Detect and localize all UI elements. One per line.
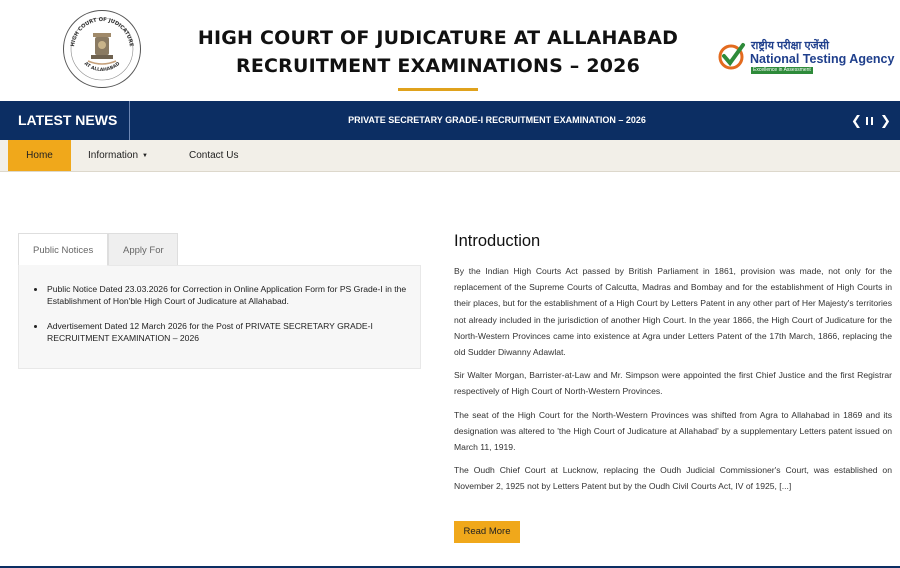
nav-home[interactable]: Home <box>8 140 71 171</box>
introduction-section <box>454 232 892 502</box>
intro-paragraph: The Oudh Chief Court at Lucknow, replacing the Oudh Judicial Commissioner's Court, was established on November 2, 1925 not by Letters Patent but by the Oudh Civil Courts Act, IV of 1925, [...] <box>454 465 892 492</box>
notice-item[interactable]: Advertisement Dated 12 March 2026 for the Post of PRIVATE SECRETARY GRADE-I RECRUITMENT EXAMINATION – 2026 <box>47 320 408 344</box>
intro-paragraph: Sir Walter Morgan, Barrister-at-Law and Mr. Simpson were appointed the first Chief Justice and the first Registrar respectively of High Court of North-Western Provinces. <box>454 370 892 397</box>
page-title: HIGH COURT OF JUDICATURE AT ALLAHABAD <box>197 27 679 49</box>
svg-text:AT ALLAHABAD: AT ALLAHABAD <box>82 61 122 74</box>
news-ticker-link[interactable]: PRIVATE SECRETARY GRADE-I RECRUITMENT EXAMINATION – 2026 <box>348 115 646 125</box>
nta-hindi-name: राष्ट्रीय परीक्षा एजेंसी <box>751 40 829 52</box>
nta-logo[interactable] <box>718 38 893 78</box>
intro-paragraph: The seat of the High Court for the North-Western Provinces was shifted from Agra to Allahabad in 1869 and its designation was altered to 'the High Court of Judicature at Allahabad' by a supplementary Letters patent issued on March 11, 1919. <box>454 409 892 453</box>
caret-down-icon: ▼ <box>142 153 148 159</box>
notice-item[interactable]: Public Notice Dated 23.03.2026 for Correction in Online Application Form for PS Grade-I in the Establishment of Hon'ble High Court of Judicature at Allahabad. <box>47 284 407 306</box>
introduction-heading: Introduction <box>454 232 541 250</box>
header-titles <box>188 24 688 91</box>
nav-information[interactable] <box>88 140 148 171</box>
nav-contact-us[interactable]: Contact Us <box>189 150 239 161</box>
page-subtitle: RECRUITMENT EXAMINATIONS – 2026 <box>235 55 641 77</box>
title-underline <box>398 88 478 91</box>
site-header <box>0 0 900 101</box>
nta-english-name: National Testing Agency <box>750 52 895 66</box>
svg-text:HIGH COURT OF JUDICATURE: HIGH COURT OF JUDICATURE <box>70 16 134 48</box>
news-pause-icon[interactable] <box>866 117 873 125</box>
main-nav <box>0 140 900 172</box>
news-prev-icon[interactable]: ❮ <box>851 113 862 128</box>
notice-list <box>19 266 420 344</box>
news-next-icon[interactable]: ❯ <box>880 113 891 128</box>
intro-paragraph: By the Indian High Courts Act passed by British Parliament in 1861, provision was made, not only for the replacement of the Supreme Courts of Calcutta, Madras and Bombay and for the establishment of High Courts in their places, but for the establishment of a High Court by Letters Patent in any other part of Her Majesty's territories not already included in the jurisdiction of another High Court. In the year 1866, the High Court of Judicature for the North-Western Provinces came into existence at Agra under Letters Patent of the 17th March, 1866, replacing the old Sudder Diwanny Adawlat. <box>454 266 892 358</box>
latest-news-bar <box>0 101 900 140</box>
tab-apply-for[interactable]: Apply For <box>108 233 178 266</box>
nav-information-label: Information <box>88 150 139 161</box>
nta-tagline: Excellence in Assessment <box>751 67 813 74</box>
high-court-seal-icon <box>62 9 142 89</box>
tab-public-notices[interactable]: Public Notices <box>18 233 108 266</box>
read-more-button[interactable]: Read More <box>454 521 520 543</box>
public-notices-panel <box>18 265 421 369</box>
latest-news-label: LATEST NEWS <box>0 101 130 140</box>
nta-check-icon <box>718 41 746 71</box>
